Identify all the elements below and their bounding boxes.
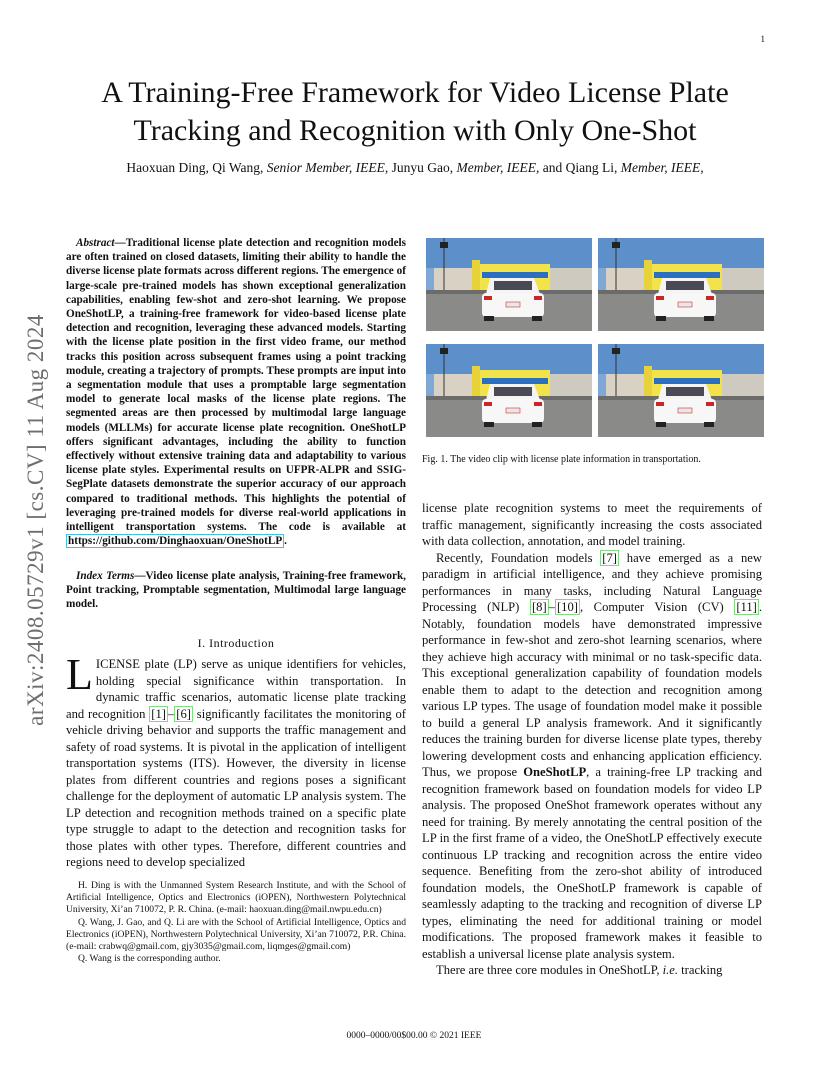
citation-7[interactable]: [7] xyxy=(602,550,617,565)
code-link[interactable]: https://github.com/Dinghaoxuan/OneShotLP xyxy=(68,535,283,548)
citation-1[interactable]: [1] xyxy=(151,706,166,721)
citation-6[interactable]: [6] xyxy=(176,706,191,721)
text-span: have emerged as a new paradigm in artificial intelligence, and they achieve promising performances in many tasks, including Natural Language Processing (NLP) xyxy=(422,550,762,614)
text-span: tracking xyxy=(681,963,723,977)
street-scene-image xyxy=(598,238,764,331)
text-span: , Computer Vision (CV) xyxy=(579,600,724,614)
right-paragraph-2 xyxy=(422,550,762,963)
right-paragraph-1: license plate recognition systems to meet the requirements of traffic management, significantly increasing the costs associated with data collection, annotation, and model training. xyxy=(422,501,762,548)
index-terms xyxy=(66,569,406,612)
footnote-1: H. Ding is with the Unmanned System Research Institute, and with the School of Artificial Intelligence, Optics and Electronics (iOPEN), Northwestern Polytechnical University, Xi’an 710072, P. R. China. (e-mail: haoxuan.ding@mail.nwpu.edu.cn) xyxy=(66,880,406,916)
author-2: Junyu Gao, xyxy=(391,160,454,175)
section-heading: I. Introduction xyxy=(197,636,275,650)
author-1-role: Senior Member, IEEE, xyxy=(266,160,389,175)
citation-dash: – xyxy=(548,600,555,614)
figure-caption: Fig. 1. The video clip with license plate information in transportation. xyxy=(422,454,701,465)
footnotes xyxy=(66,880,406,965)
text-span: i.e. xyxy=(662,963,679,977)
abstract xyxy=(66,236,406,548)
citation-11[interactable]: [11] xyxy=(736,600,757,614)
author-1: Haoxuan Ding, Qi Wang, xyxy=(126,160,264,175)
page-number: 1 xyxy=(760,34,765,44)
citation-dash: – xyxy=(167,706,175,721)
abstract-end: . xyxy=(284,535,287,548)
author-2-role: Member, IEEE, xyxy=(456,160,540,175)
right-column-text xyxy=(422,500,762,979)
text-span: , a training-free LP tracking and recognition framework based on foundation models for video LP analysis. The proposed OneShot framework operates without any need for training. By merely annotating the central position of the LP in the first frame of a video, the OneShotLP effectively execute continuous LP tracking and recognition across the entire video sequence. Benefiting from the zero-shot ability of introduced foundation models, the OneShotLP framework is capable of seamlessly adapting to the tracking and recognition of diverse LP types, eliminating the need for additional training or model modifications. The proposed framework makes it feasible to establish a universal license plate analysis system. xyxy=(422,765,762,961)
figure-frame-3 xyxy=(426,344,592,437)
intro-text-1: ICENSE plate (LP) serve as unique identifiers for vehicles, holding special significance within transportation. In dynamic traffic scenarios, automatic license plate tracking and recognition xyxy=(66,657,406,721)
method-name: OneShotLP xyxy=(523,765,587,779)
author-list xyxy=(40,160,790,176)
title-line-2: Tracking and Recognition with Only One-Shot xyxy=(133,114,697,147)
index-terms-text: —Video license plate analysis, Training-free framework, Point tracking, Promptable segmentation, Multimodal large language model. xyxy=(66,570,406,611)
title-line-1: A Training-Free Framework for Video License Plate xyxy=(101,76,729,109)
arxiv-stamp-text: arXiv:2408.05729v1 [cs.CV] 11 Aug 2024 xyxy=(23,314,48,726)
text-span: Recently, Foundation models xyxy=(436,550,593,565)
arxiv-stamp xyxy=(12,280,60,760)
dropcap: L xyxy=(66,650,93,699)
copyright-notice: 0000–0000/00$00.00 © 2021 IEEE xyxy=(346,1031,482,1041)
author-3: and Qiang Li, xyxy=(542,160,618,175)
text-span: . Notably, foundation models have demonstrated impressive performance in few-shot and zero-shot learning scenarios, where they achieve high accuracy with minimal or no task-specific data. This exceptional generalization capability of foundation models enable them to adapt to the detection and recognition among various LP types. The usage of foundation model make it possible to build a general LP analysis framework. And it significantly reduces the training burden for diverse license plate types, thereby lowering development costs and enhancing application efficiency. Thus, we propose xyxy=(422,600,763,779)
paper-title xyxy=(40,74,790,150)
author-3-role: Member, IEEE, xyxy=(620,160,704,175)
footnote-2: Q. Wang, J. Gao, and Q. Li are with the School of Artificial Intelligence, Optics and Electronics (iOPEN), Northwestern Polytechnical University, Xi’an 710072, P.R. China. (e-mail: crabwq@gmail.com, gjy3035@gmail.com, liqmges@gmail.com) xyxy=(66,916,406,953)
intro-text-2: significantly facilitates the monitoring of vehicle driving behavior and supports the traffic management and safety of road systems. It is pivotal in the application of intelligent transportation systems (ITS). However, the diversity in license plates from different countries and regions poses a significant challenge for the deployment of automatic LP analysis system. The LP detection and recognition methods trained on a specific plate type struggle to adapt to the detection and recognition tasks for those plates with other types. Therefore, different countries and regions need to develop specialized xyxy=(66,706,406,869)
right-paragraph-3 xyxy=(422,962,762,979)
figure-frame-4 xyxy=(598,344,764,437)
footnote-3: Q. Wang is the corresponding author. xyxy=(78,953,221,965)
abstract-text: —Traditional license plate detection and recognition models are often trained on closed datasets, limiting their ability to handle the diverse license plate formats across different regions. The emergence of large-scale pre-trained models has shown exceptional generalization capabilities, enabling few-shot and zero-shot learning. We propose OneShotLP, a training-free framework for video-based license plate detection and recognition, leveraging these advanced models. Starting with the license plate position in the first video frame, our method tracks this position across subsequent frames using a point tracking module, creating a trajectory of prompts. These prompts are input into a segmentation module that uses a promptable large segmentation model to generate local masks of the license plate regions. The segmented areas are then processed by multimodal large language models (MLLMs) for accurate license plate recognition. OneShotLP offers significant advantages, including the ability to function effectively without extensive training data and adaptability to various license plate styles. Experimental results on UFPR-ALPR and SSIG-SegPlate datasets demonstrate the superior accuracy of our approach compared to traditional methods. This highlights the potential of leveraging pre-trained models for diverse real-world applications in intelligent transportation systems. The code is available at xyxy=(66,237,406,534)
street-scene-image xyxy=(598,344,764,437)
figure-frame-2 xyxy=(598,238,764,331)
citation-8[interactable]: [8] xyxy=(531,600,547,614)
abstract-label: Abstract xyxy=(76,237,115,249)
text-span: There are three core modules in OneShotLP, xyxy=(436,963,660,977)
intro-paragraph xyxy=(66,650,406,871)
street-scene-image xyxy=(426,238,592,331)
index-terms-label: Index Terms xyxy=(76,570,135,582)
citation-10[interactable]: [10] xyxy=(556,600,578,614)
figure-frame-1 xyxy=(426,238,592,331)
street-scene-image xyxy=(426,344,592,437)
